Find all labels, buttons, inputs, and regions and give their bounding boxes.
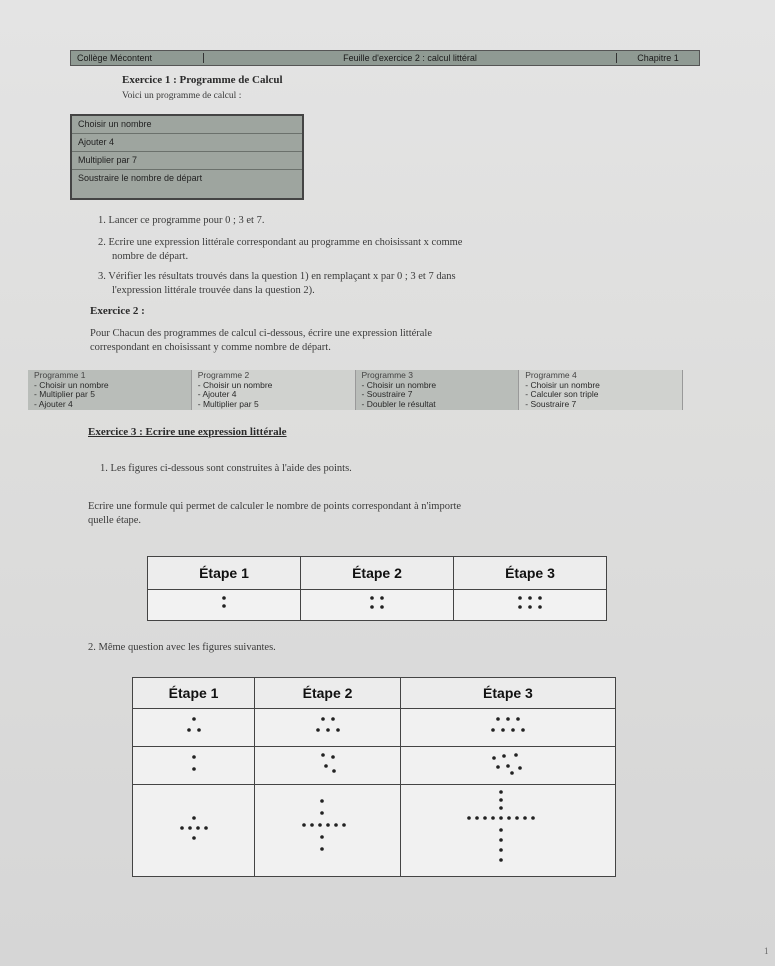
figure-cell [255,785,401,877]
program-title: Programme 1 [34,370,86,380]
dot-figure [308,710,348,740]
table-header: Étape 2 [255,678,401,709]
program-title: Programme 3 [361,370,413,380]
figure-cell [133,785,255,877]
header-bar [70,50,700,66]
dot-figure [510,592,550,614]
table-header: Étape 2 [301,557,454,590]
ex3-question-2: 2. Même question avec les figures suivantes. [88,642,276,653]
sheet-title: Feuille d'exercice 2 : calcul littéral [343,53,477,63]
ex1-question-2-cont: nombre de départ. [112,251,189,262]
program-step: - Multiplier par 5 [197,398,259,409]
dots-table-1 [147,556,607,621]
figure-cell [255,747,401,785]
exercise-1-title: Exercice 1 : Programme de Calcul [122,74,283,86]
program-card [192,370,356,410]
dot-figure [179,710,209,740]
dots-table-2 [132,677,616,877]
page-number: 1 [764,946,769,956]
program-step: - Doubler le résultat [361,398,436,409]
dot-figure [174,808,214,848]
exercise-1-intro: Voici un programme de calcul : [122,91,242,101]
program-card [356,370,520,410]
program-step: - Choisir un nombre [34,379,109,390]
dot-figure [313,748,343,778]
table-header: Étape 1 [133,678,255,709]
dot-figure [483,710,533,740]
ex3-question-1: 1. Les figures ci-dessous sont construites à l'aide des points. [100,463,352,474]
program-step: Choisir un nombre [72,116,302,134]
program-step: - Soustraire 7 [525,398,577,409]
program-step: Multiplier par 7 [72,152,302,170]
programs-row [28,370,683,410]
program-step: - Calculer son triple [525,389,599,399]
program-step: Soustraire le nombre de départ [78,173,203,183]
program-step: Ajouter 4 [72,134,302,152]
dot-figure [486,748,530,778]
program-title: Programme 4 [525,370,577,380]
table-header: Étape 1 [148,557,301,590]
chapter-label: Chapitre 1 [616,53,699,63]
program-box [70,114,304,200]
ex3-question-1-c: quelle étape. [88,515,142,526]
figure-cell [454,590,607,621]
program-step: - Soustraire 7 [361,389,413,399]
program-card [28,370,192,410]
ex3-question-1-b: Ecrire une formule qui permet de calculer le nombre de points correspondant à n'importe [88,501,462,512]
ex1-question-3: 3. Vérifier les résultats trouvés dans la question 1) en remplaçant x par 0 ; 3 et 7 dans [98,271,456,282]
program-step: - Ajouter 4 [197,389,237,399]
figure-cell [148,590,301,621]
figure-cell [400,747,615,785]
exercise-2-text-cont: correspondant en choisissant y comme nombre de départ. [90,342,331,353]
table-header: Étape 3 [454,557,607,590]
program-card [519,370,683,410]
figure-cell [301,590,454,621]
dot-figure [298,795,358,861]
figure-cell [133,747,255,785]
school-name: Collège Mécontent [71,53,204,63]
figure-cell [255,709,401,747]
ex1-question-3-cont: l'expression littérale trouvée dans la question 2). [112,285,315,296]
dot-figure [184,748,204,778]
exercise-3-title: Exercice 3 : Ecrire une expression littérale [88,426,287,438]
figure-cell [400,709,615,747]
figure-cell [400,785,615,877]
program-step: - Choisir un nombre [525,379,600,390]
dot-figure [362,592,392,614]
ex1-question-2: 2. Ecrire une expression littérale correspondant au programme en choisissant x comme [98,237,463,248]
exercise-2-title: Exercice 2 : [90,305,145,317]
ex1-question-1: 1. Lancer ce programme pour 0 ; 3 et 7. [98,215,265,226]
program-step: - Multiplier par 5 [34,389,95,399]
program-step: - Choisir un nombre [197,379,273,390]
program-step: - Ajouter 4 [34,398,73,409]
program-step: - Choisir un nombre [361,379,437,390]
exercise-2-text: Pour Chacun des programmes de calcul ci-dessous, écrire une expression littérale [90,328,433,339]
program-title: Programme 2 [197,370,250,380]
dot-figure [214,592,234,614]
table-header: Étape 3 [400,678,615,709]
figure-cell [133,709,255,747]
dot-figure [463,786,553,870]
